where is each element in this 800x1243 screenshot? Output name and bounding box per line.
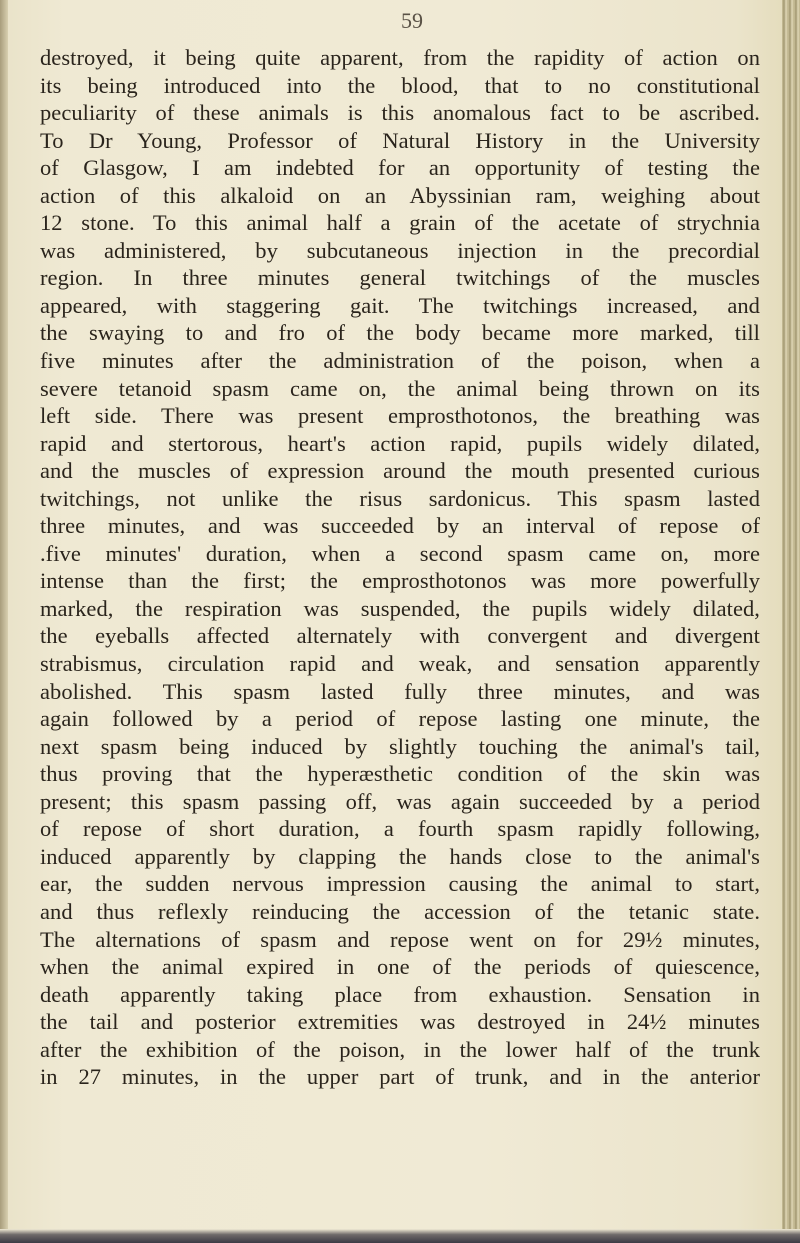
text-line: the tail and posterior extremities was destroyed in 24½ minutes <box>40 1009 760 1035</box>
text-line: and the muscles of expression around the mouth presented curious <box>40 458 760 484</box>
body-text <box>40 44 760 1091</box>
text-line: intense than the first; the emprosthotonos was more powerfully <box>40 568 760 594</box>
text-line: present; this spasm passing off, was again succeeded by a period <box>40 788 760 814</box>
text-line: of repose of short duration, a fourth spasm rapidly following, <box>40 816 760 842</box>
text-line: three minutes, and was succeeded by an interval of repose of <box>40 513 760 539</box>
text-line: marked, the respiration was suspended, the pupils widely dilated, <box>40 595 760 621</box>
text-line: induced apparently by clapping the hands close to the animal's <box>40 843 760 869</box>
text-line: thus proving that the hyperæsthetic condition of the skin was <box>40 761 760 787</box>
text-line: left side. There was present emprosthotonos, the breathing was <box>40 403 760 429</box>
text-line: of Glasgow, I am indebted for an opportunity of testing the <box>40 155 760 181</box>
text-line: destroyed, it being quite apparent, from the rapidity of action on <box>40 45 760 70</box>
text-line: 12 stone. To this animal half a grain of the acetate of strychnia <box>40 210 760 236</box>
text-line: its being introduced into the blood, that to no constitutional <box>40 72 760 98</box>
text-line: appeared, with staggering gait. The twitchings increased, and <box>40 292 760 318</box>
text-line: after the exhibition of the poison, in the lower half of the trunk <box>40 1036 760 1062</box>
text-line: severe tetanoid spasm came on, the animal being thrown on its <box>40 375 760 401</box>
text-line: five minutes after the administration of the poison, when a <box>40 348 760 374</box>
text-line: twitchings, not unlike the risus sardonicus. This spasm lasted <box>40 485 760 511</box>
text-line: rapid and stertorous, heart's action rapid, pupils widely dilated, <box>40 430 760 456</box>
text-line: when the animal expired in one of the periods of quiescence, <box>40 954 760 980</box>
text-line: strabismus, circulation rapid and weak, and sensation apparently <box>40 651 760 677</box>
page-gutter-left <box>0 0 8 1243</box>
text-line: abolished. This spasm lasted fully three minutes, and was <box>40 678 760 704</box>
text-line: the swaying to and fro of the body became more marked, till <box>40 320 760 346</box>
text-line: peculiarity of these animals is this anomalous fact to be ascribed. <box>40 100 760 126</box>
text-line: next spasm being induced by slightly touching the animal's tail, <box>40 733 760 759</box>
text-line: death apparently taking place from exhaustion. Sensation in <box>40 981 760 1007</box>
text-line: region. In three minutes general twitchings of the muscles <box>40 265 760 291</box>
text-line: The alternations of spasm and repose went on for 29½ minutes, <box>40 926 760 952</box>
text-line: the eyeballs affected alternately with convergent and divergent <box>40 623 760 649</box>
page-number: 59 <box>401 8 423 33</box>
text-line: To Dr Young, Professor of Natural History in the University <box>40 127 760 153</box>
text-line: was administered, by subcutaneous injection in the precordial <box>40 237 760 263</box>
text-line: in 27 minutes, in the upper part of trunk, and in the anterior <box>40 1064 760 1090</box>
text-line: again followed by a period of repose lasting one minute, the <box>40 706 760 732</box>
text-line: action of this alkaloid on an Abyssinian ram, weighing about <box>40 182 760 208</box>
text-line: and thus reflexly reinducing the accession of the tetanic state. <box>40 898 760 924</box>
text-line: ear, the sudden nervous impression causing the animal to start, <box>40 871 760 897</box>
page-bottom-edge <box>0 1229 800 1243</box>
text-line: .five minutes' duration, when a second spasm came on, more <box>40 540 760 566</box>
page-fore-edge-right <box>782 0 800 1243</box>
